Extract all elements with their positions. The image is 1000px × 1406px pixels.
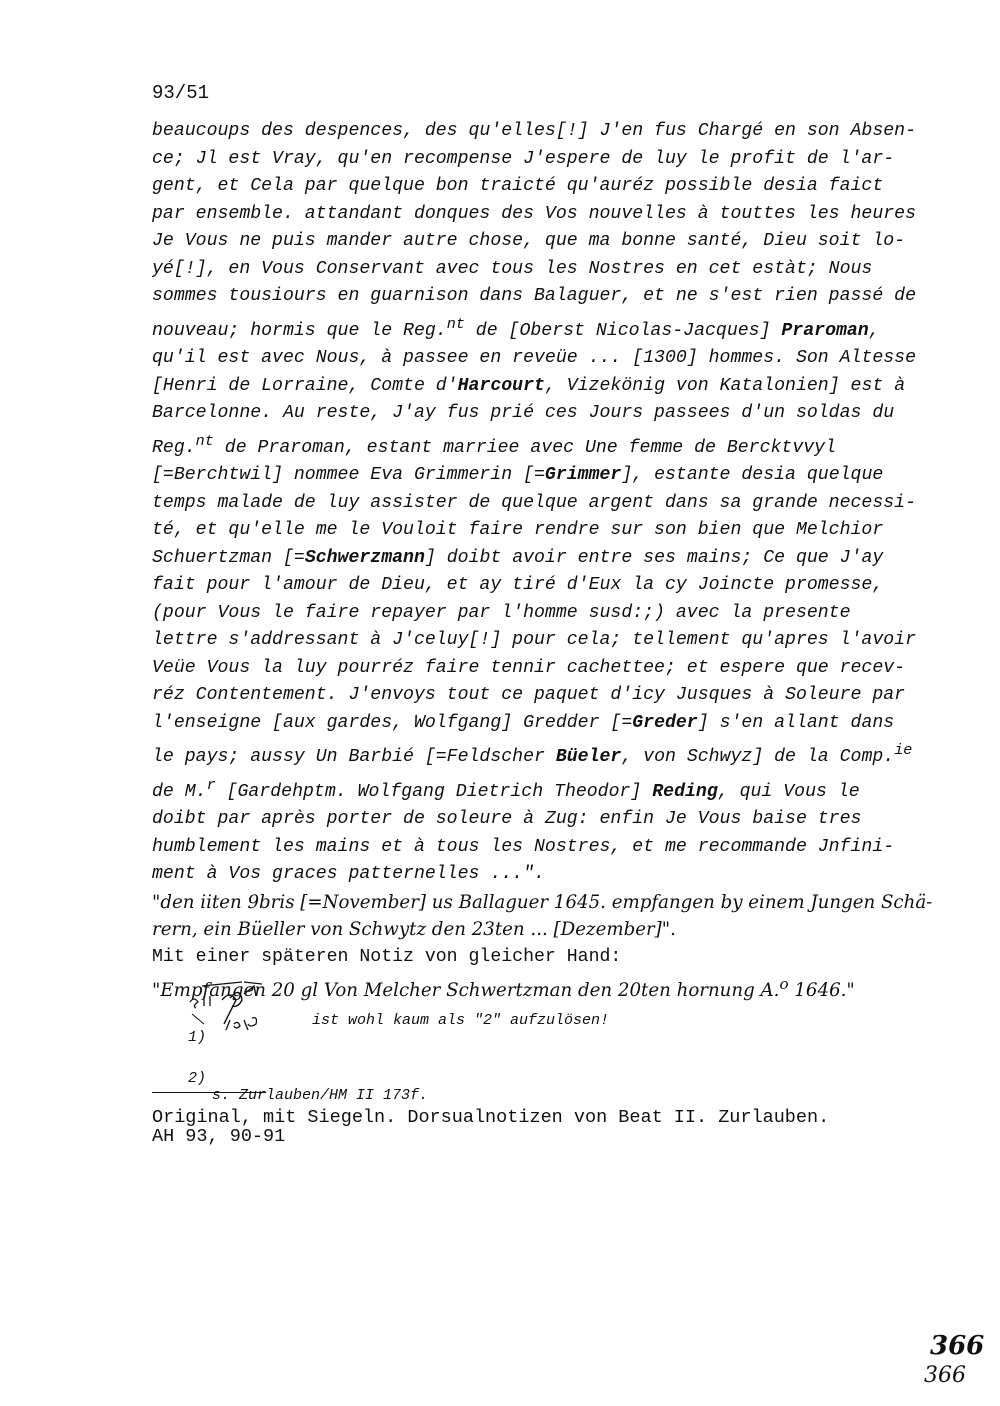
text-run: , qui Vous le bbox=[717, 781, 860, 802]
letter-line: ment à Vos graces patternelles ...". bbox=[152, 864, 545, 885]
superscript: ie bbox=[894, 741, 913, 760]
footnote-number: 1) bbox=[188, 1029, 207, 1046]
divider bbox=[152, 1092, 266, 1093]
letter-line bbox=[152, 545, 897, 573]
source-line: Original, mit Siegeln. Dorsualnotizen von Beat II. Zurlauben. bbox=[152, 1107, 830, 1128]
text-run: l'enseigne [aux gardes, Wolfgang] Gredder [= bbox=[152, 712, 633, 733]
letter-line: Je Vous ne puis mander autre chose, que ma bonne santé, Dieu soit lo- bbox=[152, 231, 906, 251]
letter-line bbox=[152, 737, 913, 772]
letter-line: fait pour l'amour de Dieu, et ay tiré d'Eux la cy Joincte promesse, bbox=[152, 575, 884, 596]
letter-line: par ensemble. attandant donques des Vos nouvelles à touttes les heures bbox=[152, 203, 916, 224]
letter-line bbox=[152, 428, 897, 463]
letter-line: yé[!], en Vous Conservant avec tous les Nostres en cet estàt; Nous bbox=[152, 258, 873, 279]
text-run: , bbox=[868, 320, 880, 341]
person-name: Reding bbox=[652, 781, 718, 802]
archive-number-stamp bbox=[920, 1330, 995, 1390]
text-run: ], estante desia quelque bbox=[621, 465, 884, 486]
handwriting-sample-icon bbox=[182, 980, 312, 1036]
text-run: de M. bbox=[152, 781, 207, 802]
letter-line: sommes tousiours en guarnison dans Balaguer, et ne s'est rien passé de bbox=[152, 286, 916, 306]
text-run: , von Schwyz] de la Comp. bbox=[621, 747, 895, 768]
text-run: [=Berchtwil] nommee Eva Grimmerin [= bbox=[152, 465, 545, 486]
text-run: nouveau; hormis que le Reg. bbox=[152, 320, 447, 341]
letter-line: humblement les mains et à tous les Nostres, et me recommande Jnfini- bbox=[152, 836, 895, 857]
letter-line: lettre s'addressant à J'celuy[!] pour cela; tellement qu'apres l'avoir bbox=[152, 630, 916, 651]
superscript: nt bbox=[446, 314, 465, 333]
letter-line bbox=[152, 373, 906, 401]
text-run: 1646." bbox=[788, 980, 855, 1002]
letter-line: ce; Jl est Vray, qu'en recompense J'espere de luy le profit de l'ar- bbox=[152, 148, 895, 169]
source-line: AH 93, 90-91 bbox=[152, 1126, 286, 1147]
dorsal-note-line: rern, ein Büeller von Schwytz den 23ten ... [Dezember]". bbox=[152, 919, 676, 941]
person-name: Grimmer bbox=[544, 465, 622, 486]
letter-line bbox=[152, 311, 897, 346]
letter-line bbox=[152, 710, 897, 738]
stamp-number: 366 bbox=[930, 1331, 985, 1361]
letter-line: beaucoups des despences, des qu'elles[!] J'en fus Chargé en son Absen- bbox=[152, 121, 916, 141]
text-run: Schuertzman [= bbox=[152, 547, 305, 568]
page-number: 93/51 bbox=[152, 82, 210, 104]
text-run: , Vizekönig von Katalonien] est à bbox=[544, 375, 906, 396]
superscript: nt bbox=[195, 431, 214, 450]
text-run: "Empfangen 20 gl Von Melcher Schwertzman den 20ten hornung A. bbox=[152, 980, 780, 1002]
dorsal-note-line: "den iiten 9bris [=November] us Ballaguer 1645. empfangen by einem Jungen Schä- bbox=[152, 891, 933, 913]
letter-line: réz Contentement. J'envoys tout ce paquet d'icy Jusques à Soleure par bbox=[152, 685, 906, 706]
source-note bbox=[152, 1108, 829, 1146]
text-run: le pays; aussy Un Barbié [=Feldscher bbox=[152, 747, 556, 768]
text-run: ] s'en allant dans bbox=[697, 712, 895, 733]
letter-line: té, et qu'elle me le Vouloit faire rendre sur son bien que Melchior bbox=[152, 520, 884, 541]
footnote-1-text: ist wohl kaum als "2" aufzulösen! bbox=[312, 1012, 610, 1029]
superscript: r bbox=[206, 775, 216, 794]
footnote-text: s. Zurlauben/HM II 173f. bbox=[212, 1087, 429, 1104]
letter-line bbox=[152, 772, 897, 807]
text-run: Reg. bbox=[152, 437, 196, 458]
person-name: Harcourt bbox=[457, 375, 545, 396]
text-run: ] doibt avoir entre ses mains; Ce que J'ay bbox=[424, 547, 884, 568]
text-run: de [Oberst Nicolas-Jacques] bbox=[464, 320, 782, 341]
text-run: [Henri de Lorraine, Comte d' bbox=[152, 375, 458, 396]
letter-line: (pour Vous le faire repayer par l'homme susd:;) avec la presente bbox=[152, 602, 851, 623]
person-name: Greder bbox=[632, 712, 698, 733]
letter-transcription bbox=[152, 118, 933, 1005]
text-run: [Gardehptm. Wolfgang Dietrich Theodor] bbox=[215, 781, 653, 802]
stamp-number: 366 bbox=[924, 1363, 966, 1388]
person-name: Praroman bbox=[781, 320, 869, 341]
letter-line: gent, et Cela par quelque bon traicté qu'auréz possible desia faict bbox=[152, 176, 884, 196]
letter-line: qu'il est avec Nous, à passee en reveüe ... [1300] hommes. Son Altesse bbox=[152, 348, 916, 369]
letter-line: temps malade de luy assister de quelque argent dans sa grande necessi- bbox=[152, 492, 916, 513]
superscript: o bbox=[779, 975, 789, 994]
letter-line: Barcelonne. Au reste, J'ay fus prié ces Jours passees d'un soldas du bbox=[152, 403, 895, 424]
later-note-intro: Mit einer späteren Notiz von gleicher Hand: bbox=[152, 946, 622, 967]
footnote-number: 2) bbox=[188, 1070, 207, 1087]
person-name: Schwerzmann bbox=[304, 547, 425, 568]
letter-line: Veüe Vous la luy pourréz faire tennir cachettee; et espere que recev- bbox=[152, 657, 906, 678]
letter-line bbox=[152, 462, 897, 490]
text-run: de Praroman, estant marriee avec Une femme de Bercktvvyl bbox=[213, 437, 836, 458]
person-name: Büeler bbox=[555, 747, 622, 768]
letter-line: doibt par après porter de soleure à Zug: enfin Je Vous baise tres bbox=[152, 809, 862, 830]
